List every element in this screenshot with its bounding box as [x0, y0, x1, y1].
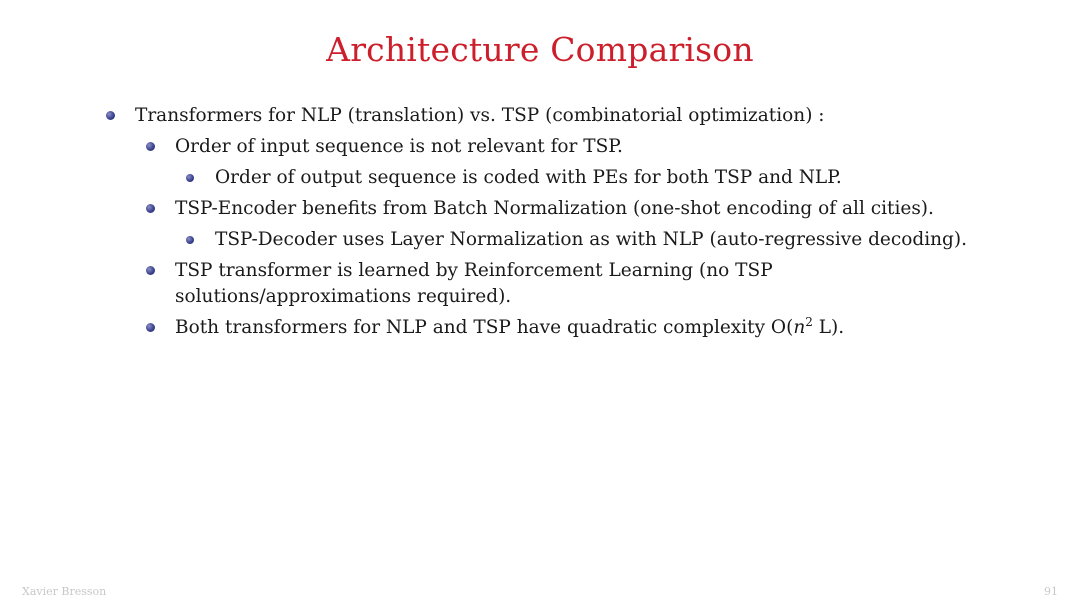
bullet-text: Order of output sequence is coded with PEs for both TSP and NLP.	[215, 167, 842, 188]
math-exponent: 2	[805, 314, 813, 329]
bullet-text: TSP-Encoder benefits from Batch Normalization (one-shot encoding of all cities).	[175, 198, 934, 219]
bullet-item-level3	[0, 165, 1080, 191]
bullet-text: Order of input sequence is not relevant for TSP.	[175, 136, 623, 157]
math-variable-n: n	[793, 317, 806, 338]
footer-page-number: 91	[1044, 585, 1058, 598]
bullet-item-level2	[0, 134, 1080, 160]
bullet-list	[0, 103, 1080, 341]
bullet-item-level1	[0, 103, 1080, 129]
bullet-icon	[106, 111, 115, 120]
bullet-text: Transformers for NLP (translation) vs. TSP (combinatorial optimization) :	[135, 105, 825, 126]
bullet-icon	[146, 204, 155, 213]
bullet-text-suffix: L).	[812, 317, 845, 338]
bullet-text: TSP-Decoder uses Layer Normalization as with NLP (auto-regressive decoding).	[215, 229, 967, 250]
slide-title: Architecture Comparison	[326, 30, 754, 69]
bullet-item-level2	[0, 196, 1080, 222]
bullet-item-level2	[0, 315, 1080, 341]
bullet-icon	[146, 266, 155, 275]
bullet-text: TSP transformer is learned by Reinforcement Learning (no TSP solutions/approximations required).	[175, 260, 773, 307]
bullet-icon	[186, 174, 194, 182]
bullet-icon	[146, 323, 155, 332]
footer-author: Xavier Bresson	[22, 585, 107, 598]
bullet-icon	[186, 236, 194, 244]
bullet-icon	[146, 142, 155, 151]
bullet-item-level2	[0, 258, 1080, 310]
bullet-item-level3	[0, 227, 1080, 253]
bullet-text-prefix: Both transformers for NLP and TSP have quadratic complexity O(	[175, 317, 794, 338]
